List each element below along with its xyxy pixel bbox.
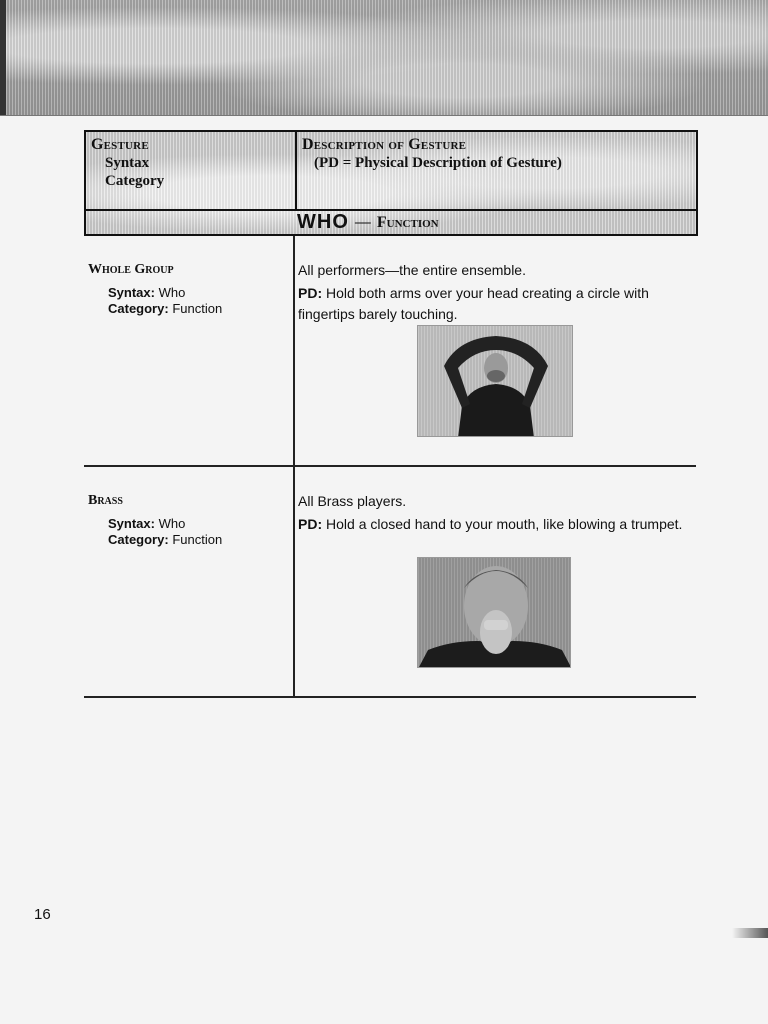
syntax-value: Who <box>158 285 186 300</box>
header-description-title: Description of Gesture <box>302 136 467 153</box>
section-heading-who: WHO <box>297 211 349 233</box>
entry-name: Whole Group <box>88 262 174 277</box>
header-category-label: Category <box>105 173 165 189</box>
pd-text: Hold a closed hand to your mouth, like blowing a trumpet. <box>326 516 683 532</box>
entry-summary: All Brass players. <box>298 493 407 509</box>
column-divider <box>293 236 295 698</box>
entry-summary: All performers—the entire ensemble. <box>298 262 526 278</box>
entry-name: Brass <box>88 493 123 508</box>
section-heading-function: Function <box>376 213 439 231</box>
row-divider <box>84 696 696 698</box>
header-gesture-column <box>91 136 164 190</box>
section-heading-row <box>86 211 696 234</box>
entry-description <box>298 260 683 325</box>
decorative-banner <box>0 0 768 116</box>
header-top-row <box>86 132 696 211</box>
banner-edge <box>0 0 6 115</box>
pd-label: PD: <box>298 516 323 532</box>
header-pd-note: (PD = Physical Description of Gesture) <box>314 155 562 171</box>
pd-label: PD: <box>298 285 323 301</box>
scan-edge-mark <box>732 928 768 938</box>
gesture-photo-whole-group <box>417 325 573 437</box>
entry-meta <box>108 285 222 317</box>
syntax-value: Who <box>158 516 186 531</box>
header-description-column <box>302 136 562 172</box>
syntax-label: Syntax: <box>108 285 155 300</box>
category-label: Category: <box>108 532 169 547</box>
gesture-photo-brass <box>417 557 571 668</box>
category-label: Category: <box>108 301 169 316</box>
header-gesture-title: Gesture <box>91 136 149 153</box>
header-syntax-label: Syntax <box>105 155 150 171</box>
page-number: 16 <box>34 906 51 923</box>
row-divider <box>84 465 696 467</box>
table-header <box>84 130 698 236</box>
entry-meta <box>108 516 222 548</box>
category-value: Function <box>172 532 223 547</box>
header-divider <box>295 132 297 209</box>
syntax-label: Syntax: <box>108 516 155 531</box>
section-heading-dash: — <box>354 213 371 231</box>
entry-description <box>298 491 683 535</box>
category-value: Function <box>172 301 223 316</box>
pd-text: Hold both arms over your head creating a circle with fingertips barely touching. <box>298 285 649 322</box>
